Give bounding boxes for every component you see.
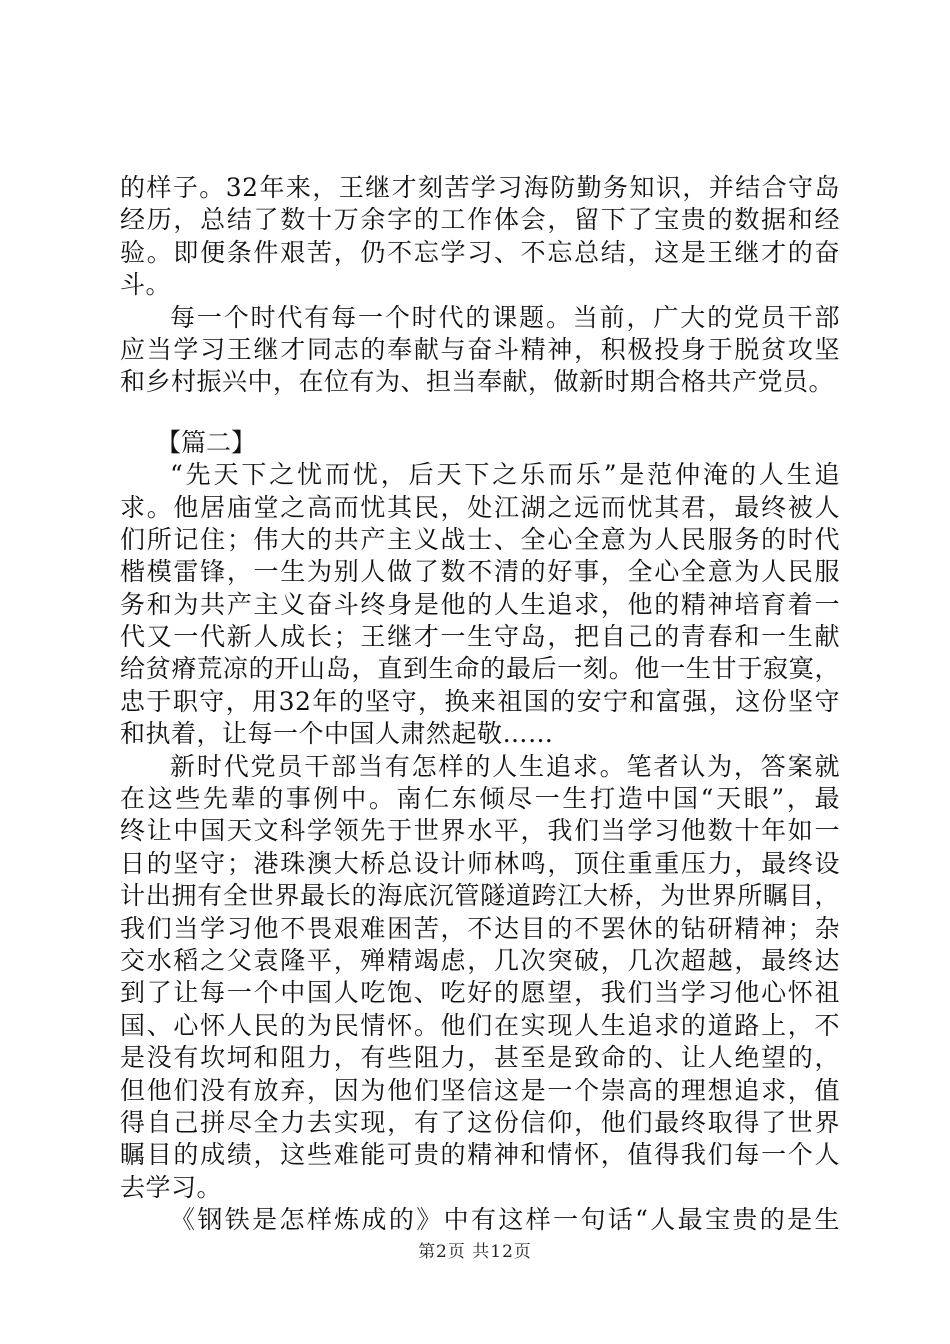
page-number-footer: 第2页 共12页 — [418, 1242, 532, 1262]
text-line: 在这些先辈的事例中。南仁东倾尽一生打造中国“天眼”，最 — [120, 784, 840, 814]
text-line: 国、心怀人民的为民情怀。他们在实现人生追求的道路上，不 — [120, 1010, 840, 1040]
text-line: 到了让每一个中国人吃饱、吃好的愿望，我们当学习他心怀祖 — [120, 978, 840, 1008]
text-line: 但他们没有放弃，因为他们坚信这是一个崇高的理想追求，值 — [120, 1075, 840, 1105]
paragraph-3 — [120, 459, 840, 751]
text-line: 去学习。 — [120, 1172, 223, 1202]
text-line: 是没有坎坷和阻力，有些阻力，甚至是致命的、让人绝望的， — [120, 1043, 840, 1073]
text-line: 《钢铁是怎样炼成的》中有这样一句话“人最宝贵的是生 — [170, 1205, 840, 1235]
text-line: 经历，总结了数十万余字的工作体会，留下了宝贵的数据和经 — [120, 205, 840, 235]
paragraph-4 — [120, 751, 840, 1204]
text-line: 验。即便条件艰苦，仍不忘学习、不忘总结，这是王继才的奋 — [120, 237, 840, 267]
text-line: 忠于职守，用32年的坚守，换来祖国的安宁和富强，这份坚守 — [120, 686, 840, 716]
text-line: 求。他居庙堂之高而忧其民，处江湖之远而忧其君，最终被人 — [120, 492, 840, 522]
text-line: 瞩目的成绩，这些难能可贵的精神和情怀，值得我们每一个人 — [120, 1140, 840, 1170]
paragraph-2 — [120, 302, 840, 399]
text-line: 终让中国天文科学领先于世界水平，我们当学习他数十年如一 — [120, 816, 840, 846]
paragraph-1 — [120, 172, 840, 302]
text-line: 的样子。32年来，王继才刻苦学习海防勤务知识，并结合守岛 — [120, 173, 840, 202]
text-line: 给贫瘠荒凉的开山岛，直到生命的最后一刻。他一生甘于寂寞， — [120, 654, 840, 684]
text-line: “先天下之忧而忧，后天下之乐而乐”是范仲淹的人生追 — [170, 460, 840, 490]
section-heading: 【篇二】 — [156, 427, 257, 457]
text-line: 得自己拼尽全力去实现，有了这份信仰，他们最终取得了世界 — [120, 1107, 840, 1137]
text-line: 日的坚守；港珠澳大桥总设计师林鸣，顶住重重压力，最终设 — [120, 848, 840, 878]
section-gap — [120, 399, 840, 427]
text-line: 斗。 — [120, 270, 172, 300]
document-body — [120, 172, 840, 1237]
text-line: 计出拥有全世界最长的海底沉管隧道跨江大桥，为世界所瞩目， — [120, 881, 840, 911]
text-line: 应当学习王继才同志的奉献与奋斗精神，积极投身于脱贫攻坚 — [120, 334, 840, 364]
text-line: 和乡村振兴中，在位有为、担当奉献，做新时期合格共产党员。 — [120, 367, 835, 397]
text-line: 我们当学习他不畏艰难困苦，不达目的不罢休的钻研精神；杂 — [120, 913, 840, 943]
text-line: 楷模雷锋，一生为别人做了数不清的好事，全心全意为人民服 — [120, 557, 840, 587]
text-line: 代又一代新人成长；王继才一生守岛，把自己的青春和一生献 — [120, 622, 840, 652]
text-line: 务和为共产主义奋斗终身是他的人生追求，他的精神培育着一 — [120, 589, 840, 619]
text-line: 新时代党员干部当有怎样的人生追求。笔者认为，答案就 — [170, 751, 840, 781]
text-line: 和执着，让每一个中国人肃然起敬…… — [120, 719, 554, 749]
paragraph-5 — [120, 1204, 840, 1236]
text-line: 交水稻之父袁隆平，殚精竭虑，几次突破，几次超越，最终达 — [120, 945, 840, 975]
text-line: 每一个时代有每一个时代的课题。当前，广大的党员干部 — [170, 302, 840, 332]
text-line: 们所记住；伟大的共产主义战士、全心全意为人民服务的时代 — [120, 524, 840, 554]
